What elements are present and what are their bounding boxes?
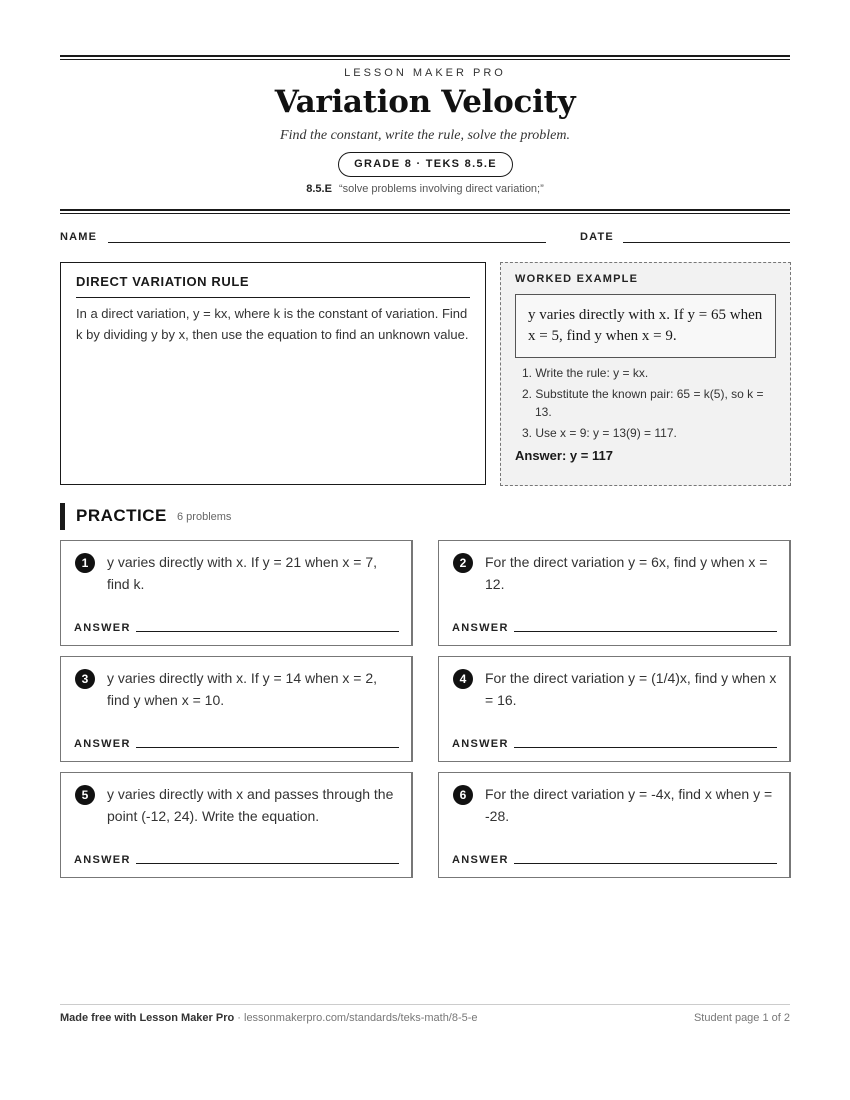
worked-example-steps <box>515 364 776 442</box>
answer-line[interactable] <box>136 863 399 864</box>
answer-line[interactable] <box>136 747 399 748</box>
worked-example-box <box>500 262 791 486</box>
name-field-line[interactable] <box>108 242 546 243</box>
standard-text: “solve problems involving direct variation;” <box>338 183 544 195</box>
date-label: DATE <box>580 231 614 243</box>
answer-label: ANSWER <box>452 622 509 634</box>
answer-label: ANSWER <box>452 738 509 750</box>
worksheet-title: Variation Velocity <box>274 84 576 120</box>
answer-label: ANSWER <box>74 854 131 866</box>
answer-label: ANSWER <box>74 622 131 634</box>
problem-card-5 <box>60 772 413 878</box>
worksheet-page <box>60 0 790 1100</box>
worked-example-problem: y varies directly with x. If y = 65 when x = 5, find y when x = 9. <box>515 294 776 358</box>
problem-card-1 <box>60 540 413 646</box>
problem-number-badge: 5 <box>75 785 95 805</box>
answer-line[interactable] <box>514 747 777 748</box>
footer-made-with: Made free with Lesson Maker Pro <box>60 1012 235 1024</box>
footer-url[interactable]: · lessonmakerpro.com/standards/teks-math/8-5-e <box>237 1012 478 1024</box>
problem-number-badge: 3 <box>75 669 95 689</box>
practice-count: 6 problems <box>177 511 232 523</box>
problem-card-2 <box>438 540 791 646</box>
direct-variation-rule-box <box>60 262 486 485</box>
brand-name: LESSON MAKER PRO <box>344 67 506 79</box>
problem-text: For the direct variation y = 6x, find y when x = 12. <box>485 554 768 592</box>
answer-line[interactable] <box>136 631 399 632</box>
problem-card-4 <box>438 656 791 762</box>
grade-badge: GRADE 8 · TEKS 8.5.E <box>338 152 513 177</box>
worked-example-step: 2. Substitute the known pair: 65 = k(5), so k = 13. <box>522 387 764 419</box>
header-bottom-rule <box>60 209 790 214</box>
problem-text: For the direct variation y = -4x, find x when y = -28. <box>485 786 773 824</box>
footer-rule <box>60 1004 790 1005</box>
problem-card-3 <box>60 656 413 762</box>
practice-accent-bar <box>60 503 65 530</box>
problem-number-badge: 4 <box>453 669 473 689</box>
worked-example-heading: WORKED EXAMPLE <box>515 273 639 285</box>
standard-code: 8.5.E <box>306 183 332 195</box>
answer-line[interactable] <box>514 631 777 632</box>
answer-line[interactable] <box>514 863 777 864</box>
worksheet-subtitle: Find the constant, write the rule, solve the problem. <box>280 128 570 143</box>
rule-box-body: In a direct variation, y = kx, where k is the constant of variation. Find k by dividing y by x, then use the equation to find an unknown value. <box>76 306 469 342</box>
problem-text: For the direct variation y = (1/4)x, find y when x = 16. <box>485 670 777 708</box>
problem-text: y varies directly with x and passes through the point (-12, 24). Write the equation. <box>107 786 394 824</box>
header-top-rule <box>60 55 790 60</box>
rule-box-heading: DIRECT VARIATION RULE <box>76 274 470 298</box>
standard-description <box>60 183 790 195</box>
problem-text: y varies directly with x. If y = 21 when x = 7, find k. <box>107 554 377 592</box>
answer-label: ANSWER <box>74 738 131 750</box>
answer-label: ANSWER <box>452 854 509 866</box>
problem-number-badge: 1 <box>75 553 95 573</box>
problem-text: y varies directly with x. If y = 14 when x = 2, find y when x = 10. <box>107 670 377 708</box>
name-label: NAME <box>60 231 98 243</box>
date-field-line[interactable] <box>623 242 790 243</box>
worked-example-answer: Answer: y = 117 <box>515 448 613 463</box>
practice-title: PRACTICE <box>76 506 167 525</box>
problem-number-badge: 6 <box>453 785 473 805</box>
problem-card-6 <box>438 772 791 878</box>
worked-example-step: 3. Use x = 9: y = 13(9) = 117. <box>522 426 677 440</box>
problem-number-badge: 2 <box>453 553 473 573</box>
worked-example-step: 1. Write the rule: y = kx. <box>522 366 649 380</box>
footer-credit <box>60 1012 478 1024</box>
footer-page-number: Student page 1 of 2 <box>693 1012 790 1024</box>
